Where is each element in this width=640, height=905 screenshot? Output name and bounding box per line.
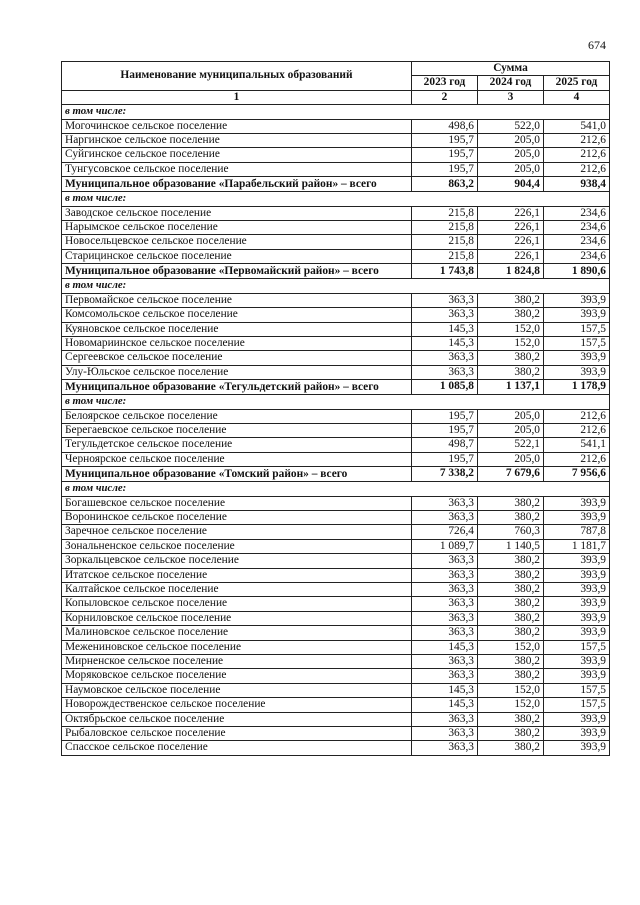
value-2023: 498,6 xyxy=(412,119,478,133)
subheader-label: в том числе: xyxy=(62,105,610,119)
row-name: Наргинское сельское поселение xyxy=(62,134,412,148)
value-2023: 363,3 xyxy=(412,496,478,510)
row-name: Корниловское сельское поселение xyxy=(62,611,412,625)
value-2024: 380,2 xyxy=(478,510,544,524)
value-2025: 393,9 xyxy=(544,293,610,307)
table-row xyxy=(62,683,610,697)
value-2024: 1 140,5 xyxy=(478,539,544,553)
subheader-row xyxy=(62,279,610,293)
value-2023: 145,3 xyxy=(412,336,478,350)
value-2024: 380,2 xyxy=(478,611,544,625)
value-2025: 234,6 xyxy=(544,235,610,249)
row-name: Суйгинское сельское поселение xyxy=(62,148,412,162)
value-2024: 380,2 xyxy=(478,351,544,365)
value-2025: 157,5 xyxy=(544,640,610,654)
value-2025: 393,9 xyxy=(544,568,610,582)
row-name: Заречное сельское поселение xyxy=(62,525,412,539)
value-2024: 380,2 xyxy=(478,496,544,510)
table-row xyxy=(62,712,610,726)
table-row xyxy=(62,510,610,524)
table-row xyxy=(62,206,610,220)
value-2025: 157,5 xyxy=(544,698,610,712)
value-2023: 145,3 xyxy=(412,698,478,712)
value-2023: 498,7 xyxy=(412,438,478,452)
table-row xyxy=(62,611,610,625)
table-row xyxy=(62,119,610,133)
total-row xyxy=(62,177,610,192)
value-2025: 393,9 xyxy=(544,496,610,510)
header-name-column: Наименование муниципальных образований xyxy=(62,62,412,91)
row-name: Муниципальное образование «Тегульдетский район» – всего xyxy=(62,380,412,395)
value-2023: 7 338,2 xyxy=(412,467,478,482)
row-name: Мирненское сельское поселение xyxy=(62,655,412,669)
table-row xyxy=(62,496,610,510)
subheader-label: в том числе: xyxy=(62,192,610,206)
value-2023: 1 085,8 xyxy=(412,380,478,395)
row-name: Новомариинское сельское поселение xyxy=(62,336,412,350)
value-2025: 1 181,7 xyxy=(544,539,610,553)
value-2024: 380,2 xyxy=(478,727,544,741)
row-name: Тунгусовское сельское поселение xyxy=(62,162,412,176)
header-index-2: 2 xyxy=(412,90,478,104)
row-name: Первомайское сельское поселение xyxy=(62,293,412,307)
value-2023: 363,3 xyxy=(412,293,478,307)
table-row xyxy=(62,249,610,263)
value-2023: 1 743,8 xyxy=(412,264,478,279)
table-row xyxy=(62,409,610,423)
header-index-3: 3 xyxy=(478,90,544,104)
value-2023: 1 089,7 xyxy=(412,539,478,553)
table-row xyxy=(62,626,610,640)
page-number: 674 xyxy=(588,38,606,52)
table-row xyxy=(62,336,610,350)
value-2024: 205,0 xyxy=(478,409,544,423)
value-2025: 1 178,9 xyxy=(544,380,610,395)
value-2023: 363,3 xyxy=(412,568,478,582)
value-2023: 145,3 xyxy=(412,640,478,654)
value-2024: 380,2 xyxy=(478,568,544,582)
header-index-1: 1 xyxy=(62,90,412,104)
table-row xyxy=(62,235,610,249)
value-2023: 195,7 xyxy=(412,423,478,437)
value-2024: 380,2 xyxy=(478,655,544,669)
table-row xyxy=(62,293,610,307)
value-2024: 7 679,6 xyxy=(478,467,544,482)
row-name: Зоркальцевское сельское поселение xyxy=(62,554,412,568)
value-2023: 363,3 xyxy=(412,554,478,568)
table-row xyxy=(62,741,610,755)
row-name: Муниципальное образование «Первомайский район» – всего xyxy=(62,264,412,279)
table-row xyxy=(62,162,610,176)
value-2023: 863,2 xyxy=(412,177,478,192)
value-2023: 145,3 xyxy=(412,683,478,697)
value-2024: 205,0 xyxy=(478,452,544,466)
total-row xyxy=(62,467,610,482)
value-2025: 234,6 xyxy=(544,221,610,235)
value-2025: 212,6 xyxy=(544,148,610,162)
row-name: Старицинское сельское поселение xyxy=(62,249,412,263)
value-2025: 393,9 xyxy=(544,510,610,524)
value-2024: 226,1 xyxy=(478,235,544,249)
value-2025: 393,9 xyxy=(544,611,610,625)
value-2025: 393,9 xyxy=(544,669,610,683)
row-name: Зональненское сельское поселение xyxy=(62,539,412,553)
value-2024: 152,0 xyxy=(478,698,544,712)
value-2024: 1 824,8 xyxy=(478,264,544,279)
row-name: Тегульдетское сельское поселение xyxy=(62,438,412,452)
total-row xyxy=(62,264,610,279)
total-row xyxy=(62,380,610,395)
value-2024: 380,2 xyxy=(478,626,544,640)
value-2025: 157,5 xyxy=(544,683,610,697)
row-name: Нарымское сельское поселение xyxy=(62,221,412,235)
row-name: Спасское сельское поселение xyxy=(62,741,412,755)
row-name: Берегаевское сельское поселение xyxy=(62,423,412,437)
subheader-label: в том числе: xyxy=(62,395,610,409)
row-name: Калтайское сельское поселение xyxy=(62,583,412,597)
value-2023: 215,8 xyxy=(412,206,478,220)
value-2024: 380,2 xyxy=(478,669,544,683)
value-2023: 215,8 xyxy=(412,249,478,263)
value-2023: 215,8 xyxy=(412,221,478,235)
table-row xyxy=(62,539,610,553)
value-2024: 226,1 xyxy=(478,221,544,235)
value-2025: 393,9 xyxy=(544,597,610,611)
table-row xyxy=(62,583,610,597)
table-row xyxy=(62,134,610,148)
value-2024: 380,2 xyxy=(478,554,544,568)
value-2025: 212,6 xyxy=(544,134,610,148)
value-2023: 195,7 xyxy=(412,452,478,466)
value-2023: 363,3 xyxy=(412,365,478,379)
value-2025: 393,9 xyxy=(544,583,610,597)
subheader-row xyxy=(62,395,610,409)
value-2025: 157,5 xyxy=(544,322,610,336)
row-name: Новорождественское сельское поселение xyxy=(62,698,412,712)
value-2025: 157,5 xyxy=(544,336,610,350)
value-2025: 541,1 xyxy=(544,438,610,452)
value-2025: 212,6 xyxy=(544,162,610,176)
table-row xyxy=(62,640,610,654)
table-row xyxy=(62,669,610,683)
table-row xyxy=(62,727,610,741)
value-2023: 363,3 xyxy=(412,510,478,524)
value-2025: 393,9 xyxy=(544,727,610,741)
value-2023: 195,7 xyxy=(412,162,478,176)
value-2023: 363,3 xyxy=(412,597,478,611)
table-row xyxy=(62,322,610,336)
value-2023: 363,3 xyxy=(412,583,478,597)
value-2024: 380,2 xyxy=(478,597,544,611)
table-row xyxy=(62,525,610,539)
row-name: Воронинское сельское поселение xyxy=(62,510,412,524)
header-year-2023: 2023 год xyxy=(412,76,478,90)
value-2025: 393,9 xyxy=(544,626,610,640)
value-2024: 522,1 xyxy=(478,438,544,452)
value-2024: 152,0 xyxy=(478,336,544,350)
value-2024: 152,0 xyxy=(478,640,544,654)
subheader-label: в том числе: xyxy=(62,482,610,496)
row-name: Рыбаловское сельское поселение xyxy=(62,727,412,741)
value-2024: 205,0 xyxy=(478,134,544,148)
row-name: Муниципальное образование «Парабельский район» – всего xyxy=(62,177,412,192)
value-2024: 205,0 xyxy=(478,423,544,437)
table-row xyxy=(62,438,610,452)
subheader-row xyxy=(62,192,610,206)
value-2024: 226,1 xyxy=(478,206,544,220)
value-2025: 212,6 xyxy=(544,452,610,466)
value-2023: 363,3 xyxy=(412,712,478,726)
value-2024: 522,0 xyxy=(478,119,544,133)
table-row xyxy=(62,423,610,437)
value-2024: 380,2 xyxy=(478,365,544,379)
value-2025: 234,6 xyxy=(544,249,610,263)
row-name: Улу-Юльское сельское поселение xyxy=(62,365,412,379)
table-row xyxy=(62,452,610,466)
table-row xyxy=(62,597,610,611)
value-2024: 380,2 xyxy=(478,308,544,322)
value-2023: 195,7 xyxy=(412,134,478,148)
row-name: Муниципальное образование «Томский район» – всего xyxy=(62,467,412,482)
value-2023: 363,3 xyxy=(412,669,478,683)
value-2025: 393,9 xyxy=(544,655,610,669)
subheader-row xyxy=(62,482,610,496)
row-name: Черноярское сельское поселение xyxy=(62,452,412,466)
table-row xyxy=(62,698,610,712)
row-name: Заводское сельское поселение xyxy=(62,206,412,220)
row-name: Новосельцевское сельское поселение xyxy=(62,235,412,249)
value-2024: 226,1 xyxy=(478,249,544,263)
table-header xyxy=(62,62,610,105)
value-2023: 215,8 xyxy=(412,235,478,249)
value-2023: 363,3 xyxy=(412,655,478,669)
value-2023: 363,3 xyxy=(412,741,478,755)
value-2025: 212,6 xyxy=(544,409,610,423)
value-2025: 787,8 xyxy=(544,525,610,539)
value-2023: 145,3 xyxy=(412,322,478,336)
row-name: Сергеевское сельское поселение xyxy=(62,351,412,365)
row-name: Богашевское сельское поселение xyxy=(62,496,412,510)
table-row xyxy=(62,148,610,162)
subheader-label: в том числе: xyxy=(62,279,610,293)
value-2023: 363,3 xyxy=(412,351,478,365)
value-2025: 938,4 xyxy=(544,177,610,192)
table-row xyxy=(62,308,610,322)
row-name: Октябрьское сельское поселение xyxy=(62,712,412,726)
value-2023: 363,3 xyxy=(412,308,478,322)
table-row xyxy=(62,351,610,365)
value-2025: 393,9 xyxy=(544,741,610,755)
value-2024: 152,0 xyxy=(478,322,544,336)
subheader-row xyxy=(62,105,610,119)
value-2023: 726,4 xyxy=(412,525,478,539)
row-name: Могочинское сельское поселение xyxy=(62,119,412,133)
value-2025: 212,6 xyxy=(544,423,610,437)
header-year-2025: 2025 год xyxy=(544,76,610,90)
table-row xyxy=(62,655,610,669)
row-name: Моряковское сельское поселение xyxy=(62,669,412,683)
row-name: Итатское сельское поселение xyxy=(62,568,412,582)
value-2025: 1 890,6 xyxy=(544,264,610,279)
value-2025: 541,0 xyxy=(544,119,610,133)
value-2025: 393,9 xyxy=(544,308,610,322)
value-2025: 393,9 xyxy=(544,554,610,568)
value-2024: 760,3 xyxy=(478,525,544,539)
row-name: Наумовское сельское поселение xyxy=(62,683,412,697)
value-2025: 234,6 xyxy=(544,206,610,220)
value-2024: 380,2 xyxy=(478,583,544,597)
row-name: Комсомольское сельское поселение xyxy=(62,308,412,322)
value-2024: 380,2 xyxy=(478,741,544,755)
value-2025: 7 956,6 xyxy=(544,467,610,482)
value-2024: 380,2 xyxy=(478,293,544,307)
value-2023: 363,3 xyxy=(412,727,478,741)
value-2024: 205,0 xyxy=(478,148,544,162)
value-2024: 380,2 xyxy=(478,712,544,726)
value-2025: 393,9 xyxy=(544,351,610,365)
row-name: Межениновское сельское поселение xyxy=(62,640,412,654)
value-2023: 195,7 xyxy=(412,148,478,162)
value-2024: 205,0 xyxy=(478,162,544,176)
table-body xyxy=(62,105,610,756)
header-index-4: 4 xyxy=(544,90,610,104)
value-2024: 152,0 xyxy=(478,683,544,697)
table-row xyxy=(62,365,610,379)
value-2024: 904,4 xyxy=(478,177,544,192)
row-name: Малиновское сельское поселение xyxy=(62,626,412,640)
value-2024: 1 137,1 xyxy=(478,380,544,395)
value-2023: 363,3 xyxy=(412,611,478,625)
row-name: Куяновское сельское поселение xyxy=(62,322,412,336)
value-2023: 363,3 xyxy=(412,626,478,640)
table-row xyxy=(62,568,610,582)
value-2025: 393,9 xyxy=(544,712,610,726)
table-row xyxy=(62,554,610,568)
value-2025: 393,9 xyxy=(544,365,610,379)
value-2023: 195,7 xyxy=(412,409,478,423)
table-row xyxy=(62,221,610,235)
header-sum-column: Сумма xyxy=(412,62,610,76)
row-name: Копыловское сельское поселение xyxy=(62,597,412,611)
row-name: Белоярское сельское поселение xyxy=(62,409,412,423)
header-year-2024: 2024 год xyxy=(478,76,544,90)
budget-table xyxy=(61,61,610,756)
